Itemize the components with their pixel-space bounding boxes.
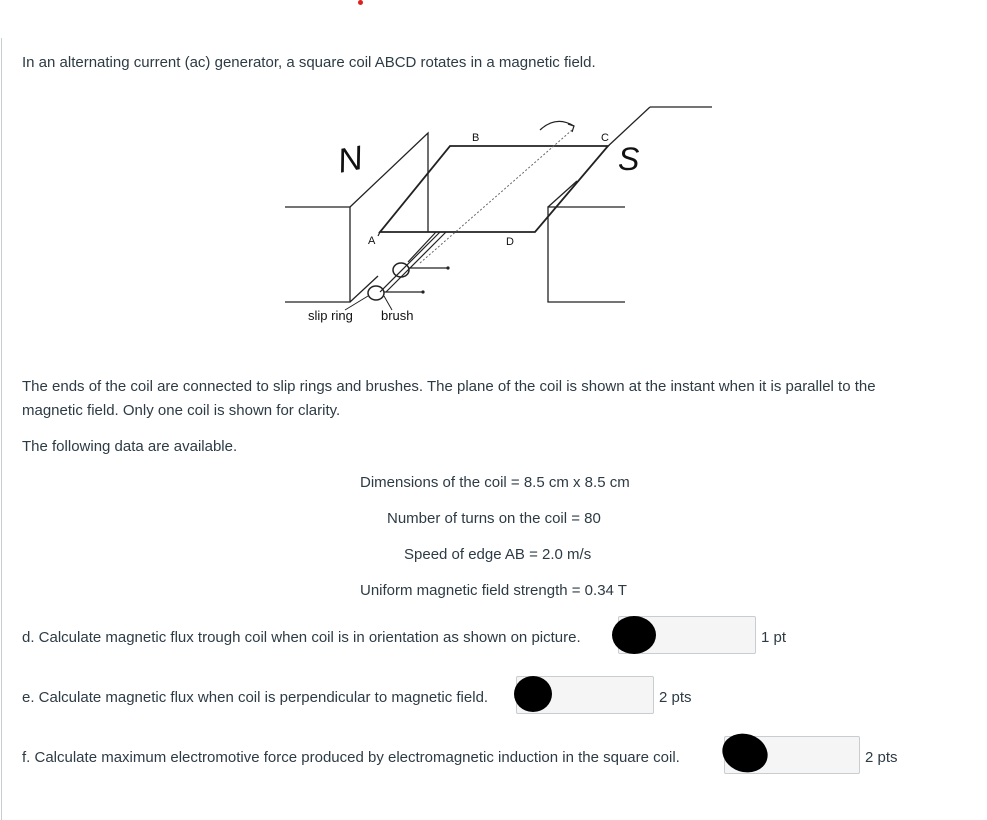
coil-leads [378, 232, 446, 292]
rotation-axis [420, 130, 572, 263]
south-magnet [548, 107, 712, 302]
slip-ring-label: slip ring [308, 308, 353, 323]
data-item-speed: Speed of edge AB = 2.0 m/s [404, 546, 592, 563]
redaction-mark [612, 616, 656, 654]
question-intro: In an alternating current (ac) generator, a square coil ABCD rotates in a magnetic field. [22, 54, 596, 71]
redaction-mark [514, 676, 552, 712]
part-d-prompt: d. Calculate magnetic flux trough coil when coil is in orientation as shown on picture. [22, 629, 581, 646]
description-line-2: magnetic field. Only one coil is shown for clarity. [22, 402, 341, 419]
part-f-prompt: f. Calculate maximum electromotive force produced by electromagnetic induction in the square coil. [22, 749, 680, 766]
data-intro: The following data are available. [22, 438, 238, 455]
brush-label: brush [381, 308, 414, 323]
description-line-1: The ends of the coil are connected to slip rings and brushes. The plane of the coil is shown at the instant when it is parallel to the [22, 378, 876, 395]
part-e-prompt: e. Calculate magnetic flux when coil is perpendicular to magnetic field. [22, 689, 489, 706]
north-pole-label: N [334, 138, 366, 181]
data-item-turns: Number of turns on the coil = 80 [387, 510, 601, 527]
data-item-dimensions: Dimensions of the coil = 8.5 cm x 8.5 cm [360, 474, 630, 491]
part-f-points: 2 pts [865, 749, 898, 766]
corner-d-label: D [506, 236, 514, 248]
coil-abcd [380, 146, 608, 232]
corner-a-label: A [368, 235, 376, 247]
data-item-field-strength: Uniform magnetic field strength = 0.34 T [360, 582, 627, 599]
part-e-points: 2 pts [659, 689, 692, 706]
corner-b-label: B [472, 132, 480, 144]
rotation-arrow [540, 121, 574, 132]
corner-c-label: C [601, 132, 609, 144]
part-d-points: 1 pt [761, 629, 787, 646]
south-pole-label: S [618, 141, 640, 177]
